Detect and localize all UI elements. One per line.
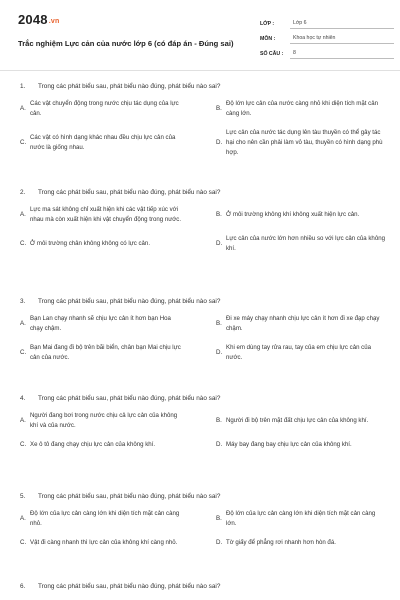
option-text: Lực cản của nước tác dụng lên tàu thuyền có thể gây tác hại cho nên cần phải làm vỏ tàu, thuyền có hình dạng phù hợp. (226, 129, 383, 156)
option-text: Đi xe máy chạy nhanh chịu lực cản ít hơn đi xe đạp chạy chậm. (226, 315, 380, 332)
question-number: 6. (20, 582, 26, 590)
document-title: Trắc nghiệm Lực cản của nước lớp 6 (có đáp án - Đúng sai) (18, 39, 234, 48)
option-c[interactable] (18, 234, 214, 254)
option-text: Ở môi trường chân không không có lực cản. (30, 240, 151, 247)
question-text: Trong các phát biểu sau, phát biểu nào đúng, phát biểu nào sai? (38, 297, 221, 305)
option-text: Tờ giấy để phẳng rơi nhanh hơn hòn đá. (226, 539, 336, 546)
option-letter: C. (20, 441, 27, 448)
meta-row-subject (260, 29, 394, 44)
question-text: Trong các phát biểu sau, phát biểu nào đúng, phát biểu nào sai? (38, 492, 221, 500)
option-d[interactable] (214, 538, 388, 548)
question-2 (18, 186, 388, 254)
option-d[interactable] (214, 128, 388, 158)
question-number: 5. (20, 492, 26, 500)
option-c[interactable] (18, 343, 214, 363)
header-divider (0, 70, 400, 71)
option-text: Độ lớn lực cản của nước càng nhỏ khi diện tích mặt cản càng lớn. (226, 100, 378, 117)
question-3 (18, 295, 388, 363)
option-b[interactable] (214, 411, 388, 431)
option-text: Độ lớn của lực cản càng lớn khi diện tích mặt cản càng nhỏ. (30, 510, 180, 527)
option-letter: C. (20, 539, 27, 546)
option-text: Khi em dùng tay rửa rau, tay của em chịu lực cản của nước. (226, 344, 372, 361)
question-1 (18, 80, 388, 158)
option-letter: B. (216, 211, 222, 218)
option-text: Các vật có hình dạng khác nhau đều chịu lực cản của nước là giống nhau. (30, 134, 176, 151)
meta-row-count (260, 44, 394, 59)
option-letter: D. (216, 349, 223, 356)
meta-value: 8 (290, 50, 394, 59)
option-letter: D. (216, 441, 223, 448)
option-text: Bạn Mai đang đi bộ trên bãi biển, chân bạn Mai chịu lực cản của nước. (30, 344, 181, 361)
option-letter: C. (20, 139, 27, 146)
meta-value: Lớp 6 (290, 20, 394, 29)
option-letter: D. (216, 240, 223, 247)
option-text: Lực ma sát không chỉ xuất hiện khi các vật tiếp xúc với nhau mà còn xuất hiện khi vật chuyển động trong nước. (30, 206, 182, 223)
question-stem (18, 580, 388, 592)
question-stem (18, 186, 388, 198)
option-letter: C. (20, 349, 27, 356)
option-text: Bạn Lan chạy nhanh sẽ chịu lực cản ít hơn bạn Hoa chạy chậm. (30, 315, 171, 332)
question-text: Trong các phát biểu sau, phát biểu nào đúng, phát biểu nào sai? (38, 82, 221, 90)
meta-value: Khoa học tự nhiên (290, 35, 394, 44)
option-letter: A. (20, 417, 26, 424)
option-d[interactable] (214, 440, 388, 450)
option-letter: D. (216, 539, 223, 546)
question-5 (18, 490, 388, 548)
option-b[interactable] (214, 509, 388, 529)
site-logo[interactable] (18, 12, 59, 27)
option-text: Máy bay đang bay chịu lực cản của không khí. (226, 441, 352, 448)
option-a[interactable] (18, 99, 214, 119)
question-number: 4. (20, 394, 26, 402)
option-text: Vật đi càng nhanh thì lực cản của không khí càng nhỏ. (30, 539, 178, 546)
options-grid (18, 205, 388, 254)
options-grid (18, 99, 388, 158)
option-letter: A. (20, 211, 26, 218)
option-letter: D. (216, 139, 223, 146)
meta-label: SỐ CÂU : (260, 51, 284, 57)
option-text: Các vật chuyển động trong nước chịu tác dụng của lực cản. (30, 100, 179, 117)
option-text: Người đi bộ trên mặt đất chịu lực cản của không khí. (226, 417, 369, 424)
question-stem (18, 80, 388, 92)
options-grid (18, 314, 388, 363)
option-a[interactable] (18, 411, 214, 431)
option-a[interactable] (18, 314, 214, 334)
question-text: Trong các phát biểu sau, phát biểu nào đúng, phát biểu nào sai? (38, 188, 221, 196)
option-text: Độ lớn của lực cản càng lớn khi diện tích mặt cản càng lớn. (226, 510, 376, 527)
options-grid (18, 509, 388, 548)
option-letter: B. (216, 515, 222, 522)
option-a[interactable] (18, 205, 214, 225)
document-header (18, 12, 388, 72)
option-letter: C. (20, 240, 27, 247)
option-c[interactable] (18, 538, 214, 548)
option-c[interactable] (18, 440, 214, 450)
option-letter: B. (216, 320, 222, 327)
option-a[interactable] (18, 509, 214, 529)
options-grid (18, 411, 388, 450)
option-text: Xe ô tô đang chạy chịu lực cản của không khí. (30, 441, 156, 448)
option-b[interactable] (214, 205, 388, 225)
question-stem (18, 392, 388, 404)
question-6 (18, 580, 388, 592)
option-b[interactable] (214, 314, 388, 334)
question-stem (18, 490, 388, 502)
question-number: 1. (20, 82, 26, 90)
option-letter: A. (20, 105, 26, 112)
logo-tld: .vn (48, 18, 60, 25)
option-b[interactable] (214, 99, 388, 119)
meta-label: MÔN : (260, 36, 276, 42)
question-4 (18, 392, 388, 450)
option-letter: A. (20, 515, 26, 522)
meta-row-class (260, 14, 394, 29)
meta-label: LỚP : (260, 21, 275, 27)
option-text: Người đang bơi trong nước chịu cả lực cản của không khí và của nước. (30, 412, 178, 429)
option-letter: B. (216, 105, 222, 112)
option-letter: A. (20, 320, 26, 327)
question-text: Trong các phát biểu sau, phát biểu nào đúng, phát biểu nào sai? (38, 394, 221, 402)
option-d[interactable] (214, 234, 388, 254)
question-stem (18, 295, 388, 307)
logo-text: 2048 (18, 12, 48, 27)
option-d[interactable] (214, 343, 388, 363)
question-number: 3. (20, 297, 26, 305)
option-c[interactable] (18, 128, 214, 158)
question-number: 2. (20, 188, 26, 196)
option-letter: B. (216, 417, 222, 424)
question-text: Trong các phát biểu sau, phát biểu nào đúng, phát biểu nào sai? (38, 582, 221, 590)
document-meta (260, 14, 394, 59)
option-text: Lực cản của nước lớn hơn nhiều so với lực cản của không khí. (226, 235, 385, 252)
option-text: Ở môi trường không khí không xuất hiện lực cản. (226, 211, 360, 218)
